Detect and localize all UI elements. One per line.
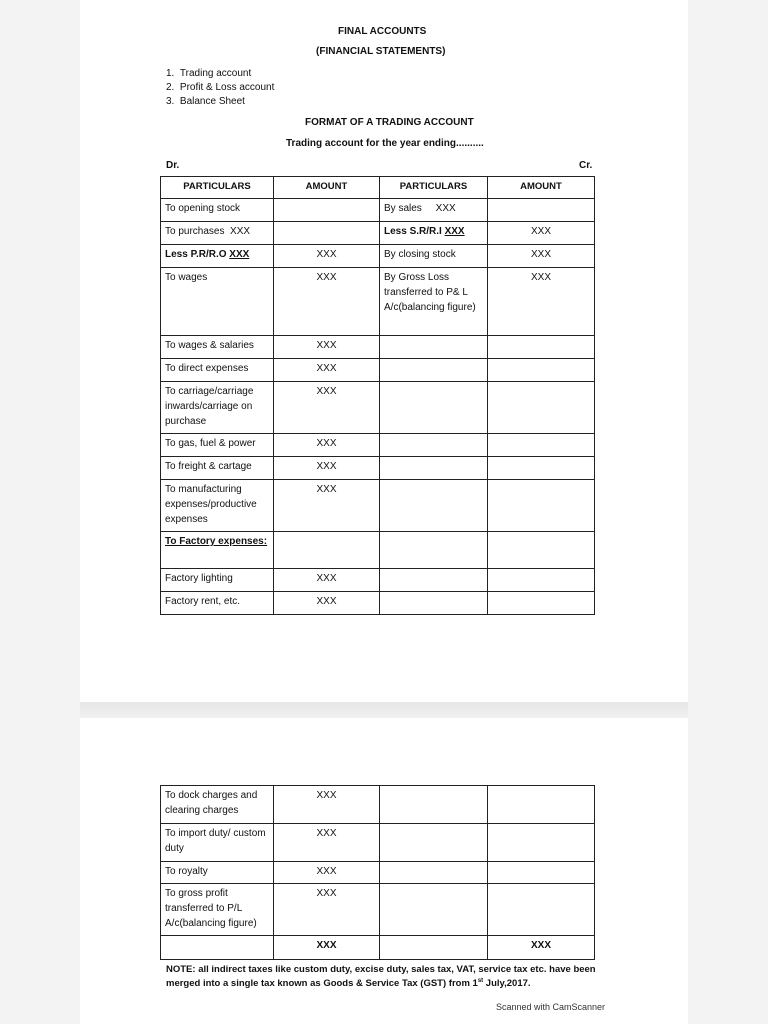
list-item: 1. Trading account bbox=[166, 68, 252, 79]
col-header-particulars: PARTICULARS bbox=[161, 177, 274, 199]
gst-note: NOTE: all indirect taxes like custom duty, excise duty, sales tax, VAT, service tax etc. have been merged into a single tax known as Goods & Service Tax (GST) from 1st July,2017. bbox=[166, 964, 596, 989]
table-row: To Factory expenses: bbox=[161, 532, 595, 569]
table-header bbox=[161, 177, 595, 199]
table-row: To purchases XXX Less S.R/R.I XXX XXX bbox=[161, 222, 595, 245]
format-title: FORMAT OF A TRADING ACCOUNT bbox=[305, 117, 474, 128]
table-row: Factory lighting XXX bbox=[161, 569, 595, 592]
table-row: To royalty XXX bbox=[161, 862, 595, 884]
credit-label: Cr. bbox=[579, 160, 593, 171]
table-row: Factory rent, etc. XXX bbox=[161, 592, 595, 615]
account-title: Trading account for the year ending.......... bbox=[286, 138, 484, 149]
table-row: To import duty/ custom duty XXX bbox=[161, 824, 595, 862]
table-row: To freight & cartage XXX bbox=[161, 457, 595, 480]
table-row: To gas, fuel & power XXX bbox=[161, 434, 595, 457]
trading-account-table-continued bbox=[160, 785, 595, 960]
table-row: Less P.R/R.O XXX XXX By closing stock XXX bbox=[161, 245, 595, 268]
col-header-particulars: PARTICULARS bbox=[380, 177, 488, 199]
list-item: 3. Balance Sheet bbox=[166, 96, 245, 107]
table-row: To carriage/carriage inwards/carriage on purchase XXX bbox=[161, 382, 595, 434]
debit-total: XXX bbox=[274, 936, 380, 960]
doc-title: FINAL ACCOUNTS bbox=[338, 26, 427, 37]
scanner-watermark: Scanned with CamScanner bbox=[496, 1002, 606, 1012]
credit-total: XXX bbox=[488, 936, 595, 960]
totals-row bbox=[161, 936, 595, 960]
col-header-amount: AMOUNT bbox=[488, 177, 595, 199]
table-row: To dock charges and clearing charges XXX bbox=[161, 786, 595, 824]
table-row: To gross profit transferred to P/L A/c(balancing figure) XXX bbox=[161, 884, 595, 936]
table-row: To wages & salaries XXX bbox=[161, 336, 595, 359]
table-row: To direct expenses XXX bbox=[161, 359, 595, 382]
list-item: 2. Profit & Loss account bbox=[166, 82, 275, 93]
page-separator bbox=[80, 702, 688, 718]
table-row: To manufacturing expenses/productive expenses XXX bbox=[161, 480, 595, 532]
table-row: To opening stock By sales XXX bbox=[161, 199, 595, 222]
debit-label: Dr. bbox=[166, 160, 180, 171]
table-row: To wages XXX By Gross Loss transferred to P& L A/c(balancing figure) XXX bbox=[161, 268, 595, 336]
doc-subtitle: (FINANCIAL STATEMENTS) bbox=[316, 46, 446, 57]
trading-account-table bbox=[160, 176, 595, 615]
col-header-amount: AMOUNT bbox=[274, 177, 380, 199]
